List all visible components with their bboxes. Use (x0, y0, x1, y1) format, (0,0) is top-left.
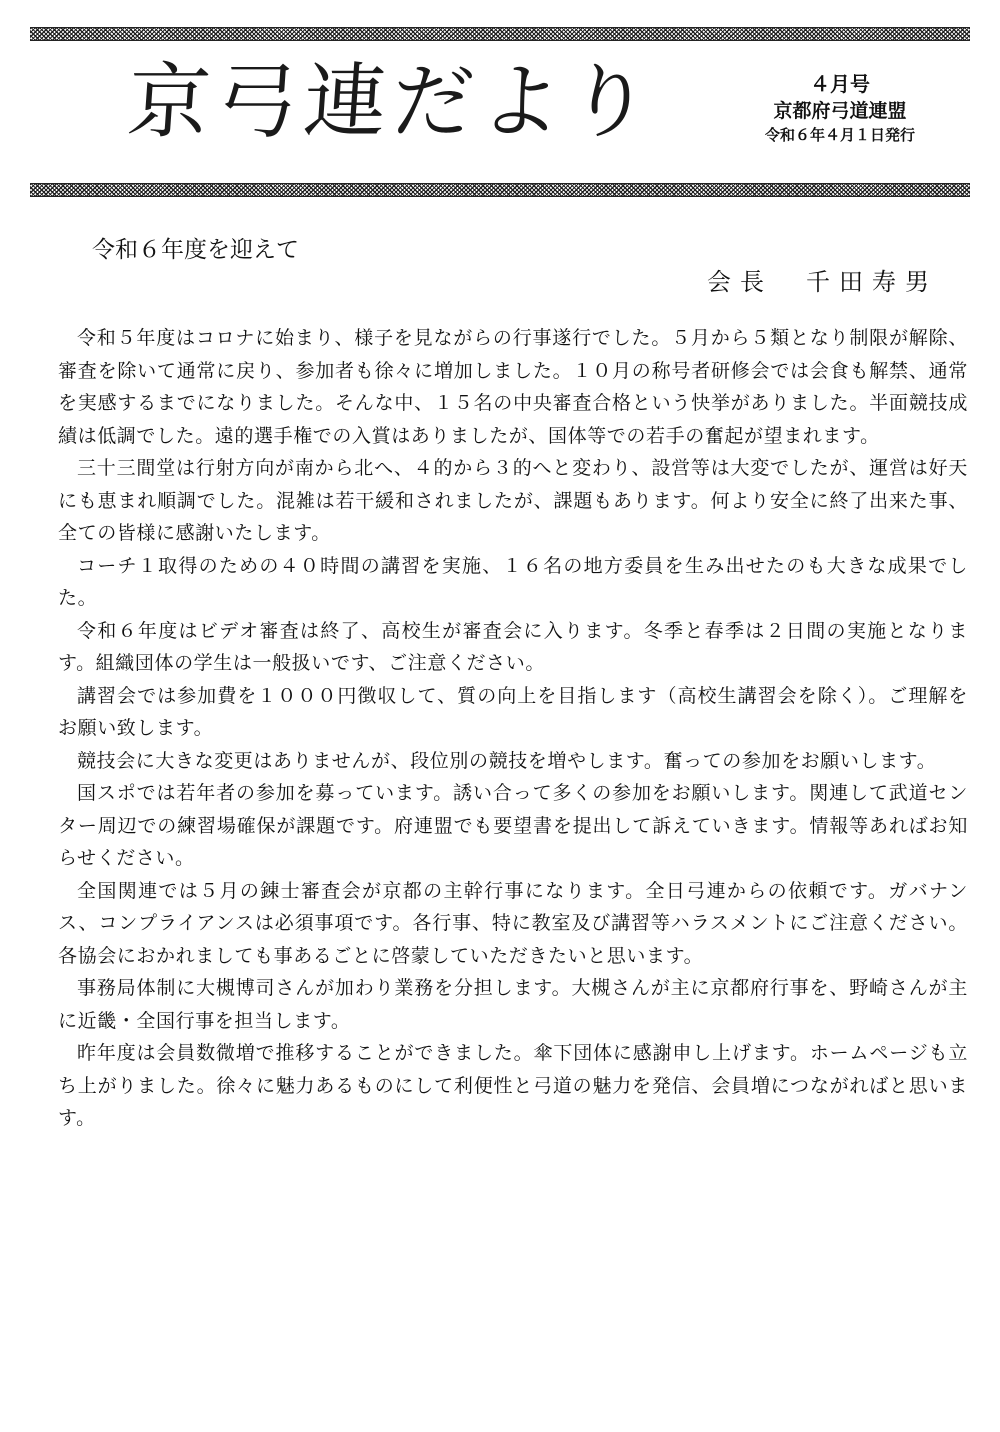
article-author: 会長 千田寿男 (707, 268, 938, 296)
body-paragraph: 昨年度は会員数微増で推移することができました。傘下団体に感謝申し上げます。ホームページも立ち上がりました。徐々に魅力あるものにして利便性と弓道の魅力を発信、会員増につながればと思います。 (58, 1042, 968, 1129)
header-decorative-band-top (30, 27, 970, 41)
body-paragraph: コーチ１取得のための４０時間の講習を実施、１６名の地方委員を生み出せたのも大きな成果でした。 (58, 554, 968, 609)
body-paragraph: 講習会では参加費を１０００円徴収して、質の向上を目指します（高校生講習会を除く）。ご理解をお願い致します。 (58, 684, 968, 739)
publish-date: 令和６年４月１日発行 (764, 126, 915, 144)
body-paragraph: 全国関連では５月の錬士審査会が京都の主幹行事になります。全日弓連からの依頼です。ガバナンス、コンプライアンスは必須事項です。各行事、特に教室及び講習等ハラスメントにご注意ください。各協会におかれましても事あるごとに啓蒙していただきたいと思います。 (58, 879, 968, 967)
article-title: 令和６年度を迎えて (92, 237, 299, 263)
body-paragraph: 国スポでは若年者の参加を募っています。誘い合って多くの参加をお願いします。関連して武道センター周辺での練習場確保が課題です。府連盟でも要望書を提出して訴えていきます。情報等あればお知らせください。 (58, 782, 968, 869)
body-paragraph: 令和６年度はビデオ審査は終了、高校生が審査会に入ります。冬季と春季は２日間の実施となります。組織団体の学生は一般扱いです、ご注意ください。 (58, 619, 968, 674)
issue-info (740, 70, 940, 146)
newsletter-masthead: 京弓連だより (124, 55, 660, 150)
body-paragraph: 競技会に大きな変更はありませんが、段位別の競技を増やします。奮っての参加をお願いします。 (77, 749, 937, 772)
header-decorative-band-bottom (30, 183, 970, 197)
organization-name: 京都府弓道連盟 (773, 100, 907, 122)
body-paragraph: 事務局体制に大槻博司さんが加わり業務を分担します。大槻さんが主に京都府行事を、野崎さんが主に近畿・全国行事を担当します。 (58, 977, 968, 1032)
body-paragraph: 令和５年度はコロナに始まり、様子を見ながらの行事遂行でした。５月から５類となり制限が解除、審査を除いて通常に戻り、参加者も徐々に増加しました。１０月の称号者研修会では会食も解禁、通常を実感するまでになりました。そんな中、１５名の中央審査合格という快挙がありました。半面競技成績は低調でした。遠的選手権での入賞はありましたが、国体等での若手の奮起が望まれます。 (58, 327, 968, 447)
issue-month: ４月号 (810, 72, 870, 96)
body-paragraph: 三十三間堂は行射方向が南から北へ、４的から３的へと変わり、設営等は大変でしたが、運営は好天にも恵まれ順調でした。混雑は若干緩和されましたが、課題もあります。何より安全に終了出来た事、全ての皆様に感謝いたします。 (58, 457, 968, 544)
article-body (58, 322, 968, 1135)
